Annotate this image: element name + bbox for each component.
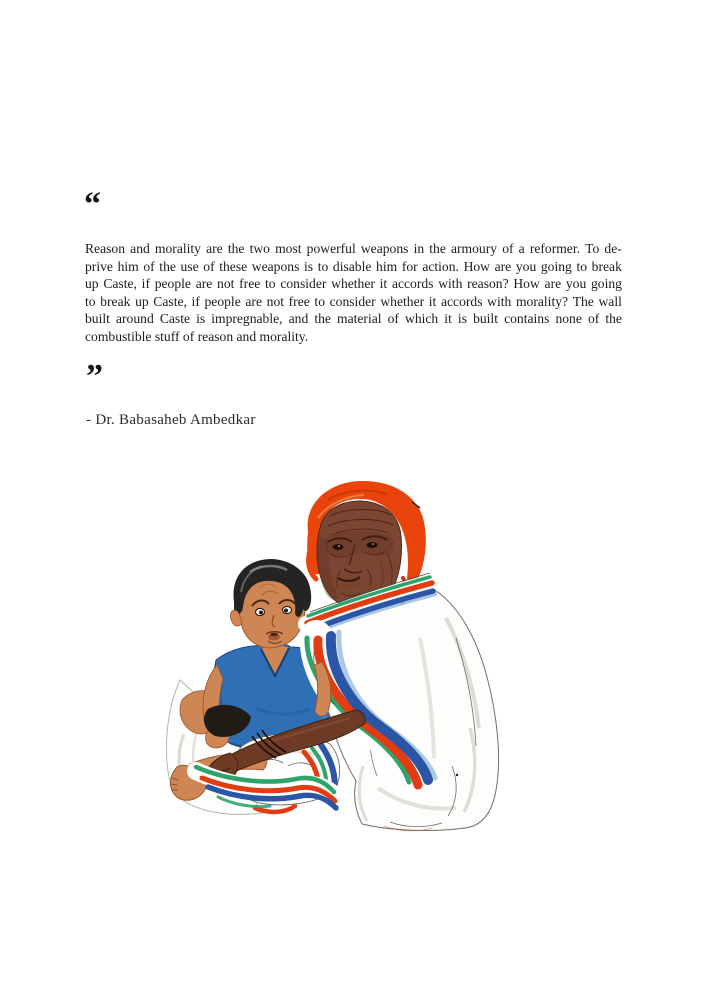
open-quote-mark: “ (84, 186, 99, 223)
close-quote-mark: ” (86, 358, 101, 395)
watercolor-illustration (158, 466, 508, 836)
quote-paragraph (85, 240, 622, 346)
quote-line: up Caste, if people are not free to consider whether it accords with reason? How are you going (85, 276, 622, 292)
quote-line: combustible stuff of reason and morality. (85, 328, 309, 344)
quote-line: to break up Caste, if people are not free to consider whether it accords with morality? The wall (85, 293, 622, 309)
quote-line: Reason and morality are the two most powerful weapons in the armoury of a reformer. To de- (85, 241, 622, 256)
attribution-text: - Dr. Babasaheb Ambedkar (86, 412, 256, 428)
quote-line: prive him of the use of these weapons is to disable him for action. How are you going to break (85, 258, 622, 274)
quote-line: built around Caste is impregnable, and the material of which it is built contains none of the (85, 311, 622, 327)
